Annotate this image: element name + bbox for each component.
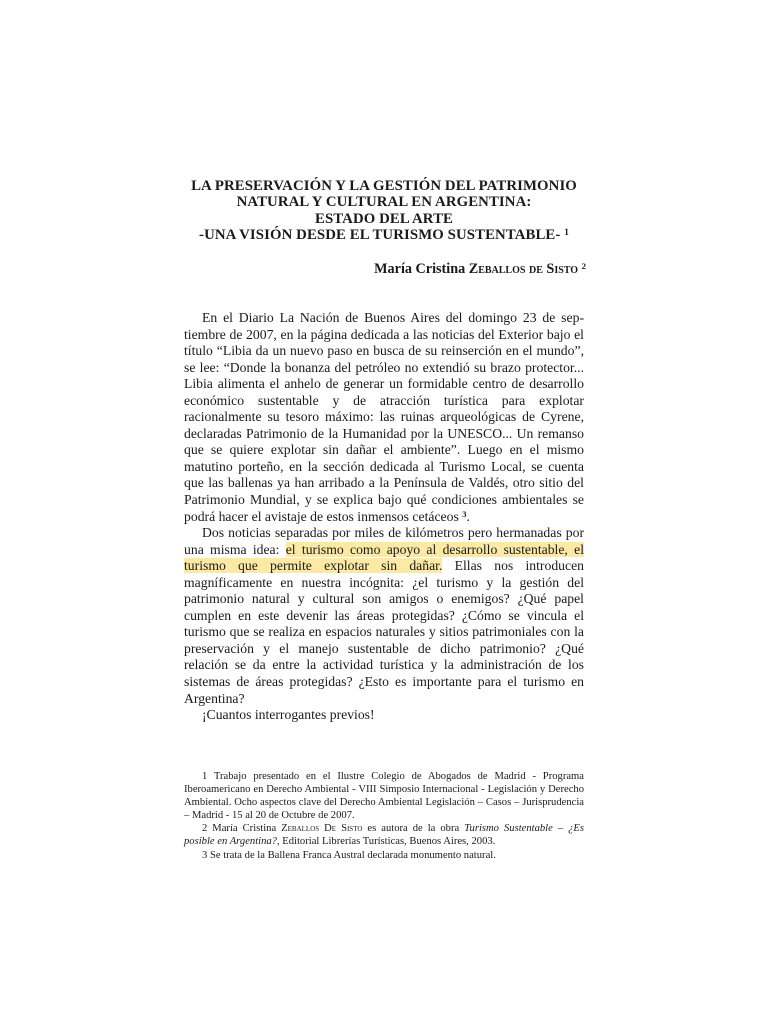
footnote-ref-3: 3 <box>462 508 467 519</box>
paragraph-2-text-before: Dos noticias separadas por miles de kilómetros pero hermanadas por una misma idea: <box>184 525 584 557</box>
paragraph-1: En el Diario La Nación de Buenos Aires del domingo 23 de septiembre de 2007, en la página dedicada a las noticias del Exterior bajo el título “Libia da un nuevo paso en busca de su reinserción en el mundo”, se lee: “Donde la bonanza del petróleo no extendió su brazo protector... Libia alimenta el anhelo de generar un formidable centro de desarrollo económico sustentable y de atracción turística para explotar racionalmente su tesoro máximo: las ruinas arqueológicas de Cyrene, declaradas Patrimonio de la Humanidad por la UNESCO... Un remanso que se quiere explotar sin dañar el ambiente”. Luego en el mismo matutino porteño, en la sección dedicada al Turismo Local, se cuenta que las ballenas ya han arribado a la Península de Valdés, otro sitio del Patrimonio Mundial, y se explica bajo qué condiciones ambientales se podrá hacer el avistaje de estos inmensos cetáceos $^3$. <box>184 310 584 524</box>
highlighted-text: el turismo como apoyo al desarrollo sustentable, el turismo que permite explotar sin dañar. <box>184 541 585 574</box>
title-line-text: -UNA VISIÓN DESDE EL TURISMO SUSTENTABLE- <box>199 226 561 243</box>
paragraph-2-text-after: Ellas nos introducen magníficamente en nuestra incógnita: ¿el turismo y la gestión del patrimonio natural y cultural son amigos o enemigos? ¿Qué papel cumplen en este devenir las áreas protegidas? ¿Cómo se vincula el turismo que se realiza en espacios naturales y sitios patrimoniales con la preservación y el manejo sustentable de dicho patrimonio? ¿Qué relación se da entre la actividad turística y la administración de los sistemas de áreas protegidas? ¿Esto es importante para el turismo en Argentina? <box>184 558 585 706</box>
title-line: LA PRESERVACIÓN Y LA GESTIÓN DEL PATRIMONIO <box>191 178 577 194</box>
title-line: NATURAL Y CULTURAL EN ARGENTINA: <box>236 194 532 211</box>
article-title <box>150 178 618 243</box>
title-line: ESTADO DEL ARTE <box>314 210 454 227</box>
footnote-2 <box>184 822 584 848</box>
footnote-3: 3 Se trata de la Ballena Franca Austral declarada monumento natural. <box>202 849 496 861</box>
article-body <box>184 310 584 724</box>
footnote-2-author: Zeballos De Sisto <box>281 823 363 835</box>
footnote-ref-2: 2 <box>581 261 586 272</box>
footnote-2-text: , Editorial Librerías Turísticas, Buenos Aires, 2003. <box>276 836 496 848</box>
author-first-name: María Cristina <box>374 261 466 277</box>
footnotes <box>184 770 584 862</box>
author-last-name: Zeballos de Sisto <box>468 261 579 277</box>
footnote-2-text: 2 María Cristina <box>202 823 277 835</box>
footnote-1: 1 Trabajo presentado en el Ilustre Colegio de Abogados de Madrid - Programa Iberoamericano en Derecho Ambiental - VIII Simposio Internacional - Legislación y Derecho Ambiental. Ocho aspectos clave del Derecho Ambiental Legislación – Casos – Jurisprudencia – Madrid - 15 al 20 de Octubre de 2007. <box>184 771 584 822</box>
title-line <box>150 227 618 243</box>
paragraph-1-text: En el Diario La Nación de Buenos Aires del domingo 23 de septiembre de 2007, en la página dedicada a las noticias del Exterior bajo el título “Libia da un nuevo paso en busca de su reinserción en el mundo”, se lee: “Donde la bonanza del petróleo no extendió su brazo protector... Libia alimenta el anhelo de generar un formidable centro de desarrollo económico sustentable y de atracción turística para explotar racionalmente su tesoro máximo: las ruinas arqueológicas de Cyrene, declaradas Patrimonio de la Humanidad por la UNESCO... Un remanso que se quiere explotar sin dañar el ambiente”. Luego en el mismo matutino porteño, en la sección dedicada al Turismo Local, se cuenta que las ballenas ya han arribado a la Península de Valdés, otro sitio del Patrimonio Mundial, y se explica bajo qué condiciones ambientales se podrá hacer el avistaje de estos inmensos cetáceos <box>184 310 584 524</box>
footnote-2-text: es autora de la obra <box>367 823 460 835</box>
paragraph-2 <box>184 525 584 707</box>
paragraph-3: ¡Cuantos interrogantes previos! <box>202 707 375 723</box>
footnote-ref-1: 1 <box>564 226 569 237</box>
author-name <box>374 261 586 278</box>
footnote-2-book-title: Turismo Sustentable – ¿Es posible en Argentina? <box>184 823 585 848</box>
